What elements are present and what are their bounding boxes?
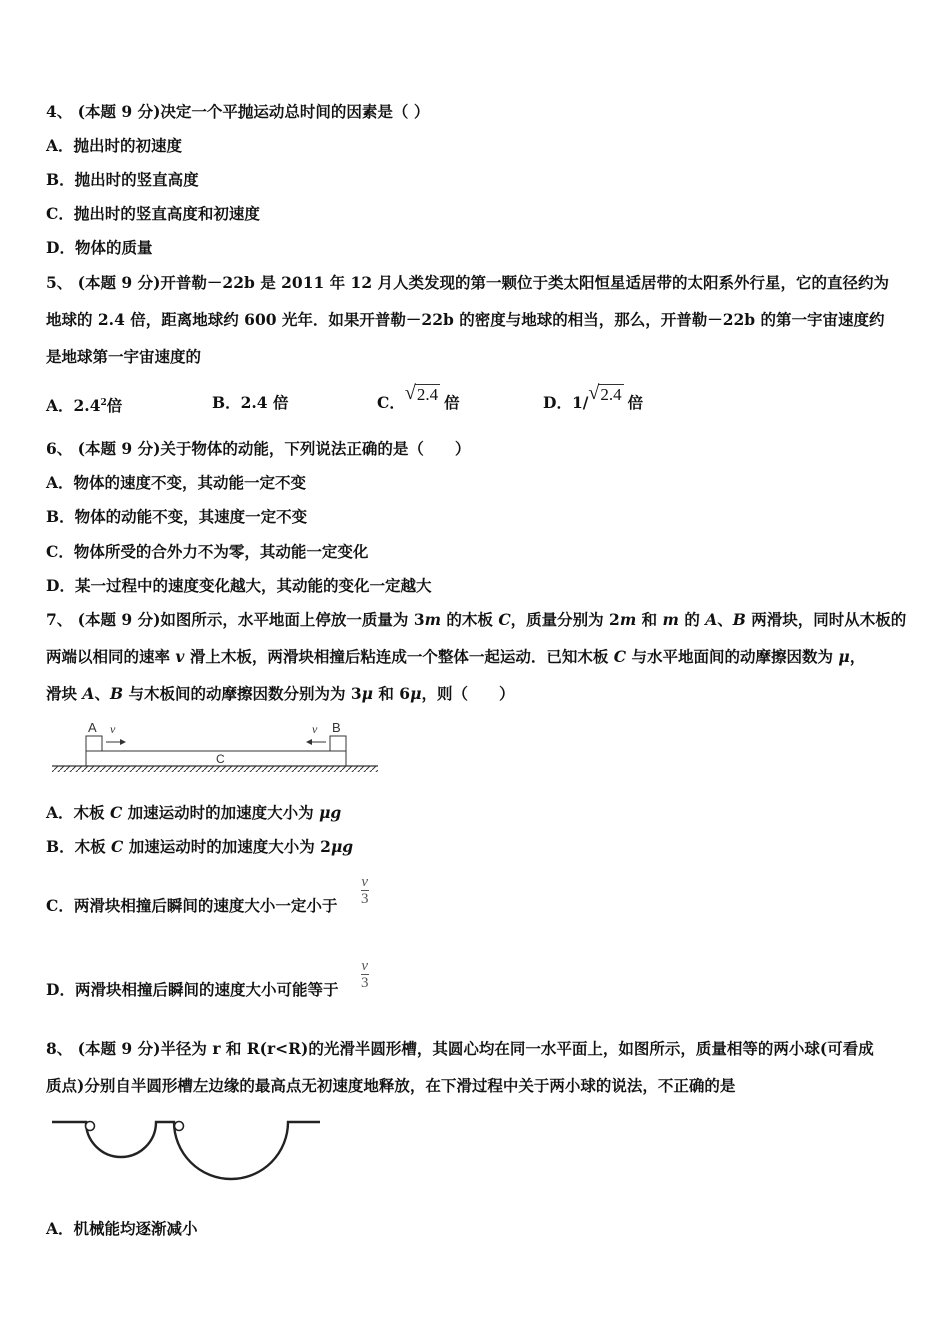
q7-option-d-fraction <box>361 958 369 991</box>
q7-symbol: μ <box>361 684 374 703</box>
q8-option-a: A．机械能均逐渐减小 <box>46 1219 198 1238</box>
q7-text: D．两滑块相撞后瞬间的速度大小可能等于 <box>46 980 339 999</box>
q7-text: 加速运动时的加速度大小为 2 <box>123 837 331 856</box>
q5-option-a-sup: 2 <box>100 398 107 408</box>
q7-symbol: μg <box>330 837 354 856</box>
fraction-denominator: 3 <box>361 891 369 907</box>
arrow-left-head-icon <box>306 739 312 745</box>
fraction-numerator: v <box>361 958 369 974</box>
q7-text: 和 6 <box>373 684 411 703</box>
q7-text: 与水平地面间的动摩擦因数为 <box>626 647 839 666</box>
ball-small-groove <box>86 1122 95 1131</box>
ball-large-groove <box>175 1122 184 1131</box>
q5-option-a-suffix: 倍 <box>106 396 123 416</box>
q7-text: ，质量分别为 2 <box>510 610 620 629</box>
q7-text: 的木板 <box>441 610 499 629</box>
q5-option-b: B．2.4 倍 <box>212 393 289 412</box>
q7-text: 和 <box>636 610 663 629</box>
q5-option-d-sqrt: √ 2.4 <box>588 382 622 404</box>
q5-option-c-label: C． <box>377 393 405 412</box>
ground-hatch <box>52 766 378 772</box>
q7-text: B．木板 <box>46 837 111 856</box>
q7-board-figure <box>48 716 383 776</box>
q7-option-d <box>46 979 338 1001</box>
arrow-right-head-icon <box>120 739 126 745</box>
q5-option-c <box>377 382 460 414</box>
q7-symbol: A <box>82 684 95 703</box>
q7-symbol: m <box>662 610 679 629</box>
q5-option-c-suffix: 倍 <box>444 393 460 412</box>
q7-symbol: m <box>424 610 442 629</box>
q7-text: 的 <box>678 610 706 629</box>
q8-stem-line2: 质点)分别自半圆形槽左边缘的最高点无初速度地释放，在下滑过程中关于两小球的说法，不正确的是 <box>46 1076 736 1095</box>
q7-option-b <box>46 836 353 858</box>
block-a-label: A <box>88 720 97 735</box>
q7-option-c-fraction <box>361 874 369 907</box>
q7-symbol: C <box>111 837 124 856</box>
q7-symbol: C <box>109 803 123 822</box>
q7-text: ，则（ ） <box>421 684 515 703</box>
q6-option-b: B．物体的动能不变，其速度一定不变 <box>46 507 308 526</box>
q7-symbol: v <box>175 647 185 666</box>
q7-text: 滑上木板，两滑块相撞后粘连成一个整体一起运动．已知木板 <box>184 647 614 666</box>
q5-option-d-suffix: 倍 <box>627 393 644 412</box>
q6-option-a: A．物体的速度不变，其动能一定不变 <box>46 473 307 492</box>
q7-text: A．木板 <box>46 803 110 822</box>
q7-symbol: B <box>732 610 746 629</box>
q4-option-c: C．抛出时的竖直高度和初速度 <box>46 204 260 223</box>
block-b <box>330 736 346 751</box>
q4-option-a: A．抛出时的初速度 <box>46 136 183 155</box>
q5-stem-line2: 地球的 2.4 倍，距离地球约 600 光年．如果开普勒－22b 的密度与地球的相当，那么，开普勒－22b 的第一宇宙速度约 <box>46 310 885 329</box>
block-a <box>86 736 102 751</box>
q8-stem-line1: 8、 (本题 9 分)半径为 r 和 R(r<R)的光滑半圆形槽，其圆心均在同一水平面上，如图所示，质量相等的两小球(可看成 <box>46 1039 874 1058</box>
q7-stem-line1 <box>46 609 906 631</box>
q7-text: 两滑块，同时从木板的 <box>745 610 907 629</box>
q7-text: 与木板间的动摩擦因数分别为为 3 <box>123 684 362 703</box>
q5-option-c-sqrt: √ 2.4 <box>404 382 439 404</box>
q7-symbol: C <box>613 647 627 666</box>
fraction-numerator: v <box>361 874 369 890</box>
q7-stem-line2 <box>46 646 865 668</box>
block-b-label: B <box>332 720 341 735</box>
q7-text: 、 <box>94 684 110 703</box>
fraction-denominator: 3 <box>361 975 369 991</box>
q4-option-b: B．抛出时的竖直高度 <box>46 170 199 189</box>
q5-option-d <box>543 382 644 414</box>
q4-option-d: D．物体的质量 <box>46 238 153 257</box>
q6-option-c: C．物体所受的合外力不为零，其动能一定变化 <box>46 542 369 561</box>
block-b-velocity-label: v <box>312 722 318 736</box>
q7-symbol: m <box>619 610 637 629</box>
q5-option-c-radicand: 2.4 <box>416 385 439 404</box>
q5-option-a <box>46 392 122 417</box>
q7-text: ， <box>849 647 866 666</box>
board-c-label: C <box>216 752 225 766</box>
q6-stem: 6、 (本题 9 分)关于物体的动能，下列说法正确的是（ ） <box>46 439 471 458</box>
q7-symbol: μ <box>410 684 422 703</box>
q7-option-c <box>46 895 337 917</box>
q7-text: 滑块 <box>46 684 83 703</box>
q7-symbol: μg <box>319 803 342 822</box>
q5-option-d-label: D．1/ <box>543 393 589 412</box>
q7-text: C．两滑块相撞后瞬间的速度大小一定小于 <box>46 896 338 915</box>
q5-option-d-radicand: 2.4 <box>600 385 622 404</box>
q8-semicircle-figure <box>48 1112 328 1192</box>
q7-symbol: μ <box>838 647 850 666</box>
q5-stem-line1: 5、 (本题 9 分)开普勒－22b 是 2011 年 12 月人类发现的第一颗位于类太阳恒星适居带的太阳系外行星，它的直径约为 <box>46 273 890 292</box>
q7-symbol: C <box>498 610 511 629</box>
q7-symbol: A <box>705 610 718 629</box>
q7-text: 、 <box>717 610 733 629</box>
q7-text: 加速运动时的加速度大小为 <box>122 803 320 822</box>
q7-stem-line3 <box>46 683 514 705</box>
q6-option-d: D．某一过程中的速度变化越大，其动能的变化一定越大 <box>46 576 432 595</box>
q5-stem-line3: 是地球第一宇宙速度的 <box>46 347 202 366</box>
q5-option-a-label: A．2.4 <box>46 396 101 416</box>
q7-symbol: B <box>109 684 124 703</box>
q4-stem: 4、 (本题 9 分)决定一个平抛运动总时间的因素是（ ） <box>46 102 430 121</box>
q7-text: 两端以相同的速率 <box>46 647 176 666</box>
q7-option-a <box>46 802 341 824</box>
q7-text: 7、 (本题 9 分)如图所示，水平地面上停放一质量为 3 <box>46 610 425 629</box>
block-a-velocity-label: v <box>110 722 116 736</box>
